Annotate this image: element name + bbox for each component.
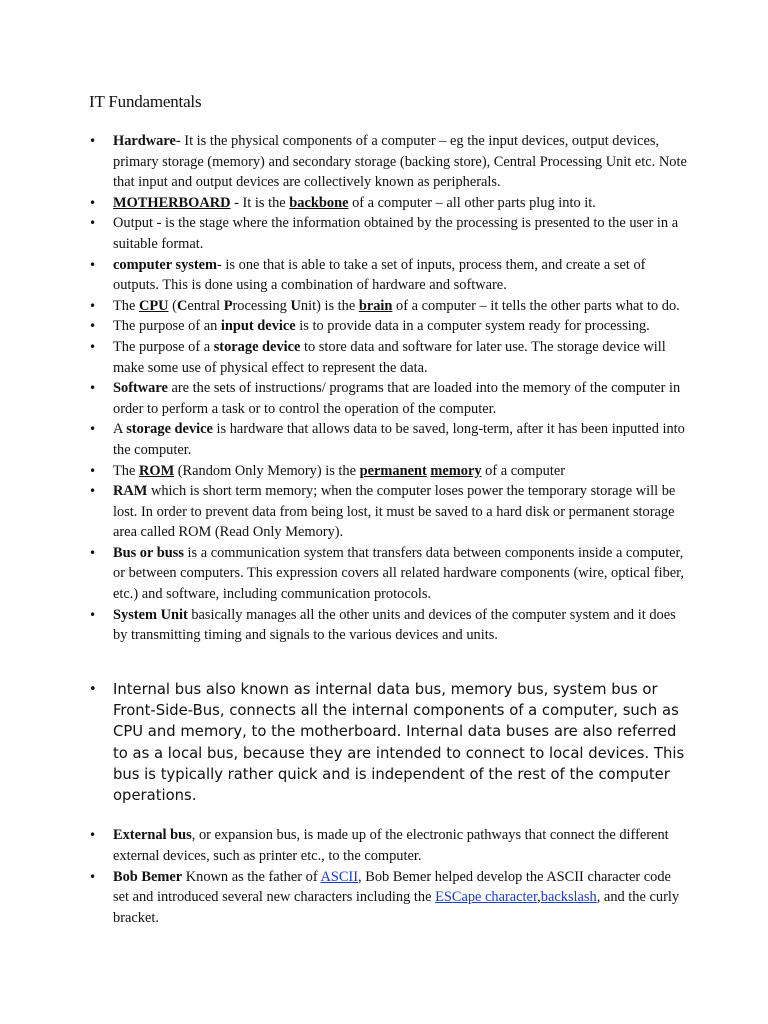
term: External bus (113, 827, 192, 843)
term: Hardware (113, 133, 176, 149)
definitions-list (89, 131, 689, 646)
emphasis: brain (358, 297, 393, 314)
list-item: • The CPU (Central Processing Unit) is the brain of a computer – it tells the other parts what to do. (89, 296, 689, 317)
escape-character-link[interactable]: ESCape character (435, 889, 538, 906)
term: computer system (113, 256, 218, 273)
term: CPU (138, 297, 169, 314)
list-item: • Bob Bemer Known as the father of ASCII, Bob Bemer helped develop the ASCII character code set and introduced several new characters including the ESCape character,backslash, and the curly bracket. (89, 867, 689, 929)
term: MOTHERBOARD (113, 194, 231, 211)
list-item: • Output - is the stage where the information obtained by the processing is presented to the user in a suitable format. (89, 213, 689, 254)
list-item: • The purpose of an input device is to provide data in a computer system ready for processing. (89, 316, 689, 337)
term: System Unit (113, 606, 188, 623)
list-item: • System Unit basically manages all the other units and devices of the computer system and it does by transmitting timing and signals to the various devices and units. (89, 605, 689, 646)
internal-bus-paragraph: • Internal bus also known as internal data bus, memory bus, system bus or Front-Side-Bus, connects all the internal components of a computer, such as CPU and memory, to the motherboard. Internal data buses are also referred to as a local bus, because they are intended to connect to local devices. This bus is typically rather quick and is independent of the rest of the computer operations. (89, 679, 689, 806)
term: RAM (113, 483, 148, 500)
term: ROM (138, 462, 175, 479)
list-item: • Software are the sets of instructions/ programs that are loaded into the memory of the computer in order to perform a task or to control the operation of the computer. (89, 378, 689, 419)
emphasis: memory (430, 462, 482, 479)
list-item: • A storage device is hardware that allows data to be saved, long-term, after it has been inputted into the computer. (89, 419, 689, 460)
term: Software (113, 380, 168, 397)
list-item: • computer system- is one that is able to take a set of inputs, process them, and create a set of outputs. This is done using a combination of hardware and software. (89, 255, 689, 296)
list-item: • RAM which is short term memory; when the computer loses power the temporary storage will be lost. In order to prevent data from being lost, it must be saved to a hard disk or permanent storage area called ROM (Read Only Memory). (89, 481, 689, 543)
emphasis: backbone (289, 194, 349, 211)
list-item: • The ROM (Random Only Memory) is the permanent memory of a computer (89, 461, 689, 482)
list-item: • External bus, or expansion bus, is made up of the electronic pathways that connect the different external devices, such as printer etc., to the computer. (89, 825, 689, 867)
term: input device (220, 318, 296, 335)
list-item: • MOTHERBOARD - It is the backbone of a computer – all other parts plug into it. (89, 193, 689, 214)
term: Bus or buss (113, 544, 184, 561)
ascii-link[interactable]: ASCII (320, 868, 359, 885)
backslash-link[interactable]: backslash (540, 889, 597, 906)
term: Bob Bemer (113, 868, 183, 885)
page-title: IT Fundamentals (89, 92, 202, 111)
term: storage device (126, 421, 213, 438)
list-item: • Hardware- It is the physical components of a computer – eg the input devices, output devices, primary storage (memory) and secondary storage (backing store), Central Processing Unit etc. Note that input and output devices are collectively known as peripherals. (89, 131, 689, 193)
term: storage device (213, 338, 301, 355)
bottom-list (89, 825, 689, 929)
emphasis: permanent (359, 462, 427, 479)
list-item: • Bus or buss is a communication system that transfers data between components inside a computer, or between computers. This expression covers all related hardware components (wire, optical fiber, etc.) and software, including communication protocols. (89, 543, 689, 605)
list-item: • The purpose of a storage device to store data and software for later use. The storage device will make some use of physical effect to represent the data. (89, 337, 689, 378)
